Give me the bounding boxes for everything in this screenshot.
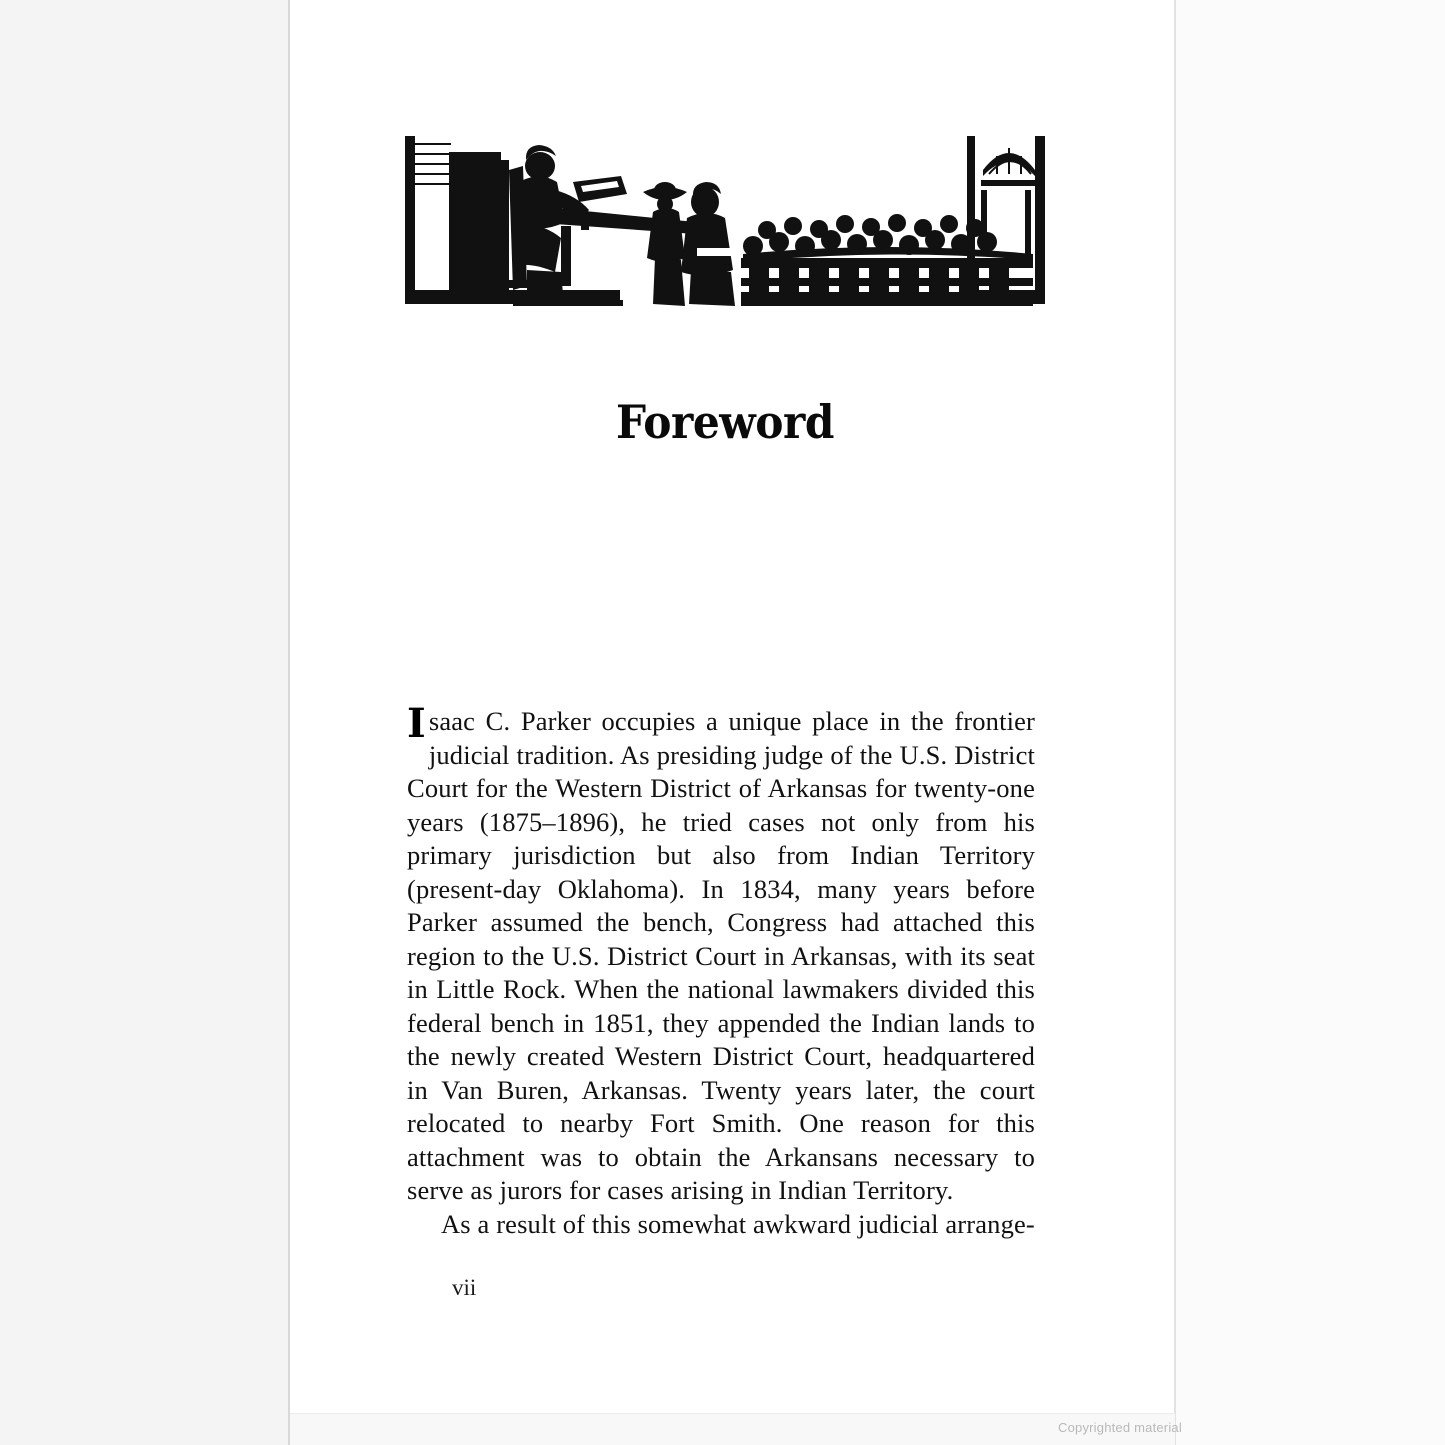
copyright-watermark: Copyrighted material [1058,1420,1182,1435]
paragraph-1 [407,700,1035,1208]
paragraph-1-text: saac C. Parker occupies a unique place in the frontier judicial tradition. As presiding judge of the U.S. District Court for the Western District of Arkansas for twenty-one years (1875–1896), he tried cases not only from his primary jurisdiction but also from Indian Territory (present-day Oklahoma). In 1834, many years before Parker assumed the bench, Congress had attached this region to the U.S. District Court in Arkansas, with its seat in Little Rock. When the national lawmakers divided this federal bench in 1851, they appended the Indian lands to the newly created Western District Court, headquartered in Van Buren, Arkansas. Twenty years later, the court relocated to nearby Fort Smith. One reason for this attachment was to obtain the Arkansans necessary to serve as jurors for cases arising in Indian Territory. [407,706,1035,1205]
page-edge-bottom [290,1413,1175,1445]
chapter-title: Foreword [615,395,835,449]
page-edge-left [288,0,290,1445]
courtroom-scene-illustration [405,130,1045,310]
page-margin-right [1175,0,1445,1445]
page-number: vii [452,1275,477,1300]
drop-cap: I [407,700,426,747]
page-edge-right [1174,0,1176,1445]
body-text-column [407,700,1035,1241]
paragraph-2: As a result of this somewhat awkward judicial arrange- [441,1208,1035,1239]
